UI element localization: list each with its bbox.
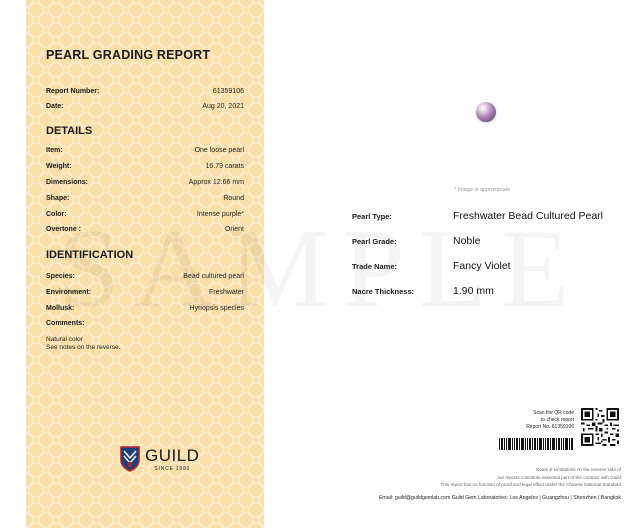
id-row-mollusk [46,304,244,313]
id-row-species [46,272,244,281]
pearl-type-label: Pearl Type: [352,212,392,221]
contact-info: Email: guild@guildgemlab.com Guild Gem Laboratories: Los Angeles | Guangzhou | Shenzhen | Bangkok [378,495,621,501]
pearl-grade-label: Pearl Grade: [352,237,397,246]
detail-value: Round [223,195,244,202]
date-label: Date: [46,103,64,110]
date-value: Aug 20, 2021 [202,103,244,110]
detail-value: Intense purple* [196,211,244,218]
detail-label: Shape: [46,195,70,202]
date-row [46,102,244,111]
detail-label: Item: [46,147,63,154]
comments-notes [46,336,120,352]
id-label: Environment: [46,289,92,296]
detail-value: Orient [224,226,244,233]
scan-line: Scan the QR code [533,410,574,416]
comments-line: See notes on the reverse. [46,344,121,351]
report-panel [26,0,264,528]
id-label: Species: [46,273,75,280]
brand-name: GUILD [145,445,200,465]
detail-label: Overtone : [46,226,82,233]
guild-shield-icon [120,446,140,472]
guild-wordmark [145,447,199,472]
id-value: Hyriopsis species [189,305,244,312]
legal-line: This report has no function of proof and legal effect under the Chinese National Standard [440,482,621,487]
details-heading: DETAILS [46,125,93,137]
legal-notes [441,466,621,489]
pearl-grade-value: Noble [453,235,481,247]
pearl-type-value: Freshwater Bead Cultured Pearl [453,210,603,222]
detail-label: Weight: [46,163,72,170]
nacre-thickness-value: 1.90 mm [453,285,494,297]
comments-line: Natural color [46,336,83,343]
legal-line: Notes & Limitations on the reverse side of [535,467,621,472]
report-title: PEARL GRADING REPORT [46,48,211,62]
id-label: Mollusk: [46,305,75,312]
scan-instructions [510,410,574,431]
detail-row-overtone [46,225,244,234]
detail-row-shape [46,194,244,203]
detail-value: Approx 12.66 mm [188,179,244,186]
detail-value: One loose pearl [194,147,244,154]
trade-name-label: Trade Name: [352,262,398,271]
image-approx-note: * Image is approximate [454,187,511,193]
report-number-row [46,87,244,96]
detail-label: Color: [46,211,67,218]
nacre-thickness-label: Nacre Thickness: [352,287,415,296]
detail-row-dimensions [46,178,244,187]
report-number-value: 61359106 [212,88,244,95]
report-number-label: Report Number: [46,88,100,95]
legal-line: our reports constitute essential part of the contract with Guild [497,474,621,480]
qr-code-icon[interactable] [581,408,619,446]
identification-heading: IDENTIFICATION [46,249,134,261]
pearl-image [476,102,496,122]
brand-since: SINCE 1980 [154,465,191,472]
trade-name-value: Fancy Violet [453,260,511,272]
detail-value: 16.79 carats [205,163,244,170]
scan-report-number: Report No. 61359106 [526,424,574,430]
id-label: Comments: [46,320,85,327]
detail-label: Dimensions: [46,179,89,186]
detail-row-weight [46,162,244,171]
barcode-icon [499,438,573,450]
id-row-environment [46,288,244,297]
id-value: Freshwater [208,289,244,296]
detail-row-color [46,210,244,219]
scan-line: to check report [540,417,574,423]
id-row-comments [46,319,244,328]
id-value: Bead cultured pearl [183,273,244,280]
guild-logo [120,446,199,472]
detail-row-item [46,146,244,155]
